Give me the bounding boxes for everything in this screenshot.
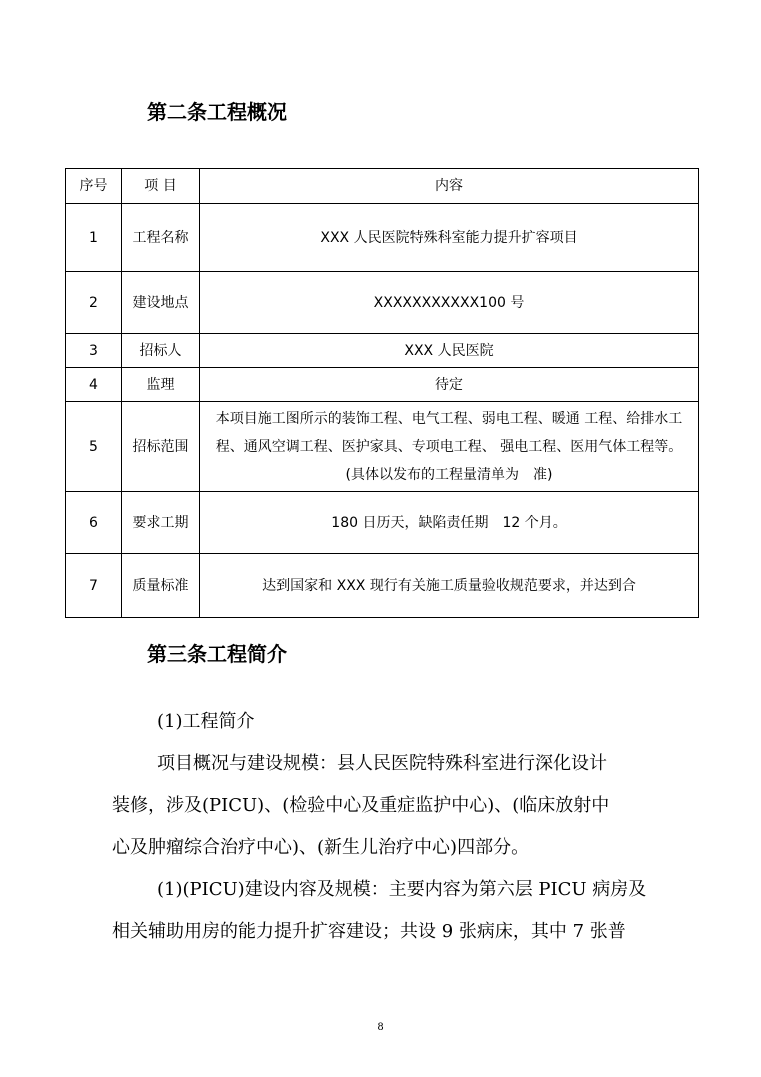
row-content: 本项目施工图所示的装饰工程、电气工程、弱电工程、暖通 工程、给排水工程、通风空调工程、医护家具、专项电工程、 强电工程、医用气体工程等。(具体以发布的工程量清单为 准) <box>200 402 699 492</box>
table-row <box>66 492 699 554</box>
header-item: 项 目 <box>122 169 200 204</box>
paragraph-line: 心及肿瘤综合治疗中心)、(新生儿治疗中心)四部分。 <box>112 837 530 858</box>
table-row <box>66 368 699 402</box>
row-no: 5 <box>66 402 122 492</box>
row-content: XXXXXXXXXXX100 号 <box>200 272 699 334</box>
section-3-heading: 第三条工程简介 <box>147 642 287 666</box>
row-content: 达到国家和 XXX 现行有关施工质量验收规范要求，并达到合 <box>200 554 699 618</box>
row-item: 监理 <box>122 368 200 402</box>
table-row <box>66 334 699 368</box>
row-item: 要求工期 <box>122 492 200 554</box>
row-item: 招标范围 <box>122 402 200 492</box>
table-row <box>66 402 699 492</box>
row-item: 招标人 <box>122 334 200 368</box>
paragraph-line: 项目概况与建设规模：县人民医院特殊科室进行深化设计 <box>157 753 607 774</box>
row-content: 待定 <box>200 368 699 402</box>
row-no: 6 <box>66 492 122 554</box>
paragraph-line: (1)(PICU)建设内容及规模：主要内容为第六层 PICU 病房及 <box>157 879 647 900</box>
row-content: 180 日历天，缺陷责任期 12 个月。 <box>200 492 699 554</box>
row-no: 1 <box>66 204 122 272</box>
section-2-heading: 第二条工程概况 <box>147 100 287 124</box>
paragraph-line: 相关辅助用房的能力提升扩容建设；共设 9 张病床，其中 7 张普 <box>112 921 626 942</box>
row-no: 7 <box>66 554 122 618</box>
row-item: 工程名称 <box>122 204 200 272</box>
row-no: 3 <box>66 334 122 368</box>
paragraph-subheading: (1)工程简介 <box>157 711 255 732</box>
row-content: XXX 人民医院特殊科室能力提升扩容项目 <box>200 204 699 272</box>
table-row <box>66 204 699 272</box>
header-no: 序号 <box>66 169 122 204</box>
table-row <box>66 554 699 618</box>
table-row <box>66 272 699 334</box>
row-item: 建设地点 <box>122 272 200 334</box>
row-content: XXX 人民医院 <box>200 334 699 368</box>
row-no: 4 <box>66 368 122 402</box>
project-overview-table <box>65 168 699 618</box>
row-no: 2 <box>66 272 122 334</box>
page-number: 8 <box>377 1022 384 1033</box>
row-item: 质量标准 <box>122 554 200 618</box>
header-content: 内容 <box>200 169 699 204</box>
table-header-row <box>66 169 699 204</box>
paragraph-line: 装修，涉及(PICU)、(检验中心及重症监护中心)、(临床放射中 <box>112 795 610 816</box>
